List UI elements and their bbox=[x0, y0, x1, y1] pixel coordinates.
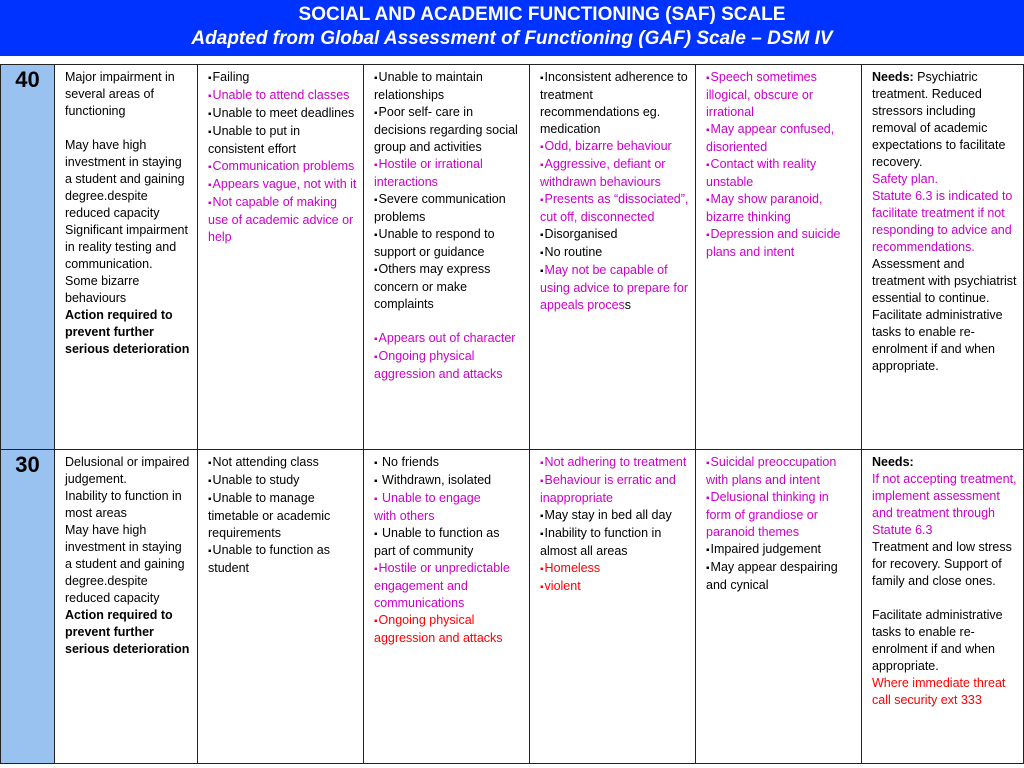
list-item: ▪ Unable to engage bbox=[374, 490, 524, 508]
behaviour-cell bbox=[530, 65, 696, 450]
needs-cell bbox=[862, 65, 1024, 450]
list-item: ▪ Poor self- care in decisions regarding social group and activities bbox=[374, 104, 524, 156]
saf-scale-table bbox=[0, 64, 1024, 764]
list-item: ▪ Inability to function in almost all areas bbox=[540, 525, 690, 560]
table-row-30 bbox=[1, 450, 1024, 764]
thinking-cell bbox=[696, 450, 862, 764]
needs-text: Treatment and low stress for recovery. Support of family and close ones. bbox=[872, 540, 1012, 588]
list-item: ▪ Presents as “dissociated”, cut off, disconnected bbox=[540, 191, 690, 226]
needs-text: Facilitate administrative tasks to enable re- enrolment if and when appropriate. bbox=[872, 608, 1003, 673]
page-header bbox=[0, 0, 1024, 56]
action-text: Action required to prevent further serious deterioration bbox=[65, 308, 190, 356]
description-text: May have high investment in staying a student and gaining degree.despite reduced capacity bbox=[65, 138, 185, 220]
description-text: Major impairment in several areas of functioning bbox=[65, 70, 175, 118]
description-text: May have high investment in staying a student and gaining degree.despite reduced capacity bbox=[65, 523, 185, 605]
needs-text: Statute 6.3 is indicated to facilitate treatment if not responding to advice and recommendations. bbox=[872, 189, 1013, 254]
list-item-text: May not be capable of using advice to prepare for appeals proces bbox=[540, 263, 689, 312]
list-item: ▪ Ongoing physical aggression and attacks bbox=[374, 612, 524, 647]
description-text: Delusional or impaired judgement. bbox=[65, 455, 190, 486]
list-item: ▪ Odd, bizarre behaviour bbox=[540, 138, 690, 156]
list-item: ▪ Appears out of character bbox=[374, 330, 524, 348]
list-item: ▪ May appear confused, disoriented bbox=[706, 121, 856, 156]
list-item bbox=[540, 262, 690, 314]
needs-text: Safety plan. bbox=[872, 172, 939, 186]
list-item: ▪ Not attending class bbox=[208, 454, 358, 472]
list-item: ▪ Aggressive, defiant or withdrawn behaviours bbox=[540, 156, 690, 191]
list-item: ▪ violent bbox=[540, 578, 690, 596]
needs-cell bbox=[862, 450, 1024, 764]
list-item: ▪ Withdrawn, isolated bbox=[374, 472, 524, 490]
list-item: ▪ Unable to meet deadlines bbox=[208, 105, 358, 123]
list-item: ▪ May show paranoid, bizarre thinking bbox=[706, 191, 856, 226]
list-item: ▪ Not capable of making use of academic advice or help bbox=[208, 194, 358, 246]
list-item: ▪ May appear despairing and cynical bbox=[706, 559, 856, 594]
description-text: Significant impairment in reality testing and communication. bbox=[65, 223, 188, 271]
needs-label: Needs: bbox=[872, 455, 914, 469]
list-item: ▪ Communication problems bbox=[208, 158, 358, 176]
action-text: Action required to prevent further serious deterioration bbox=[65, 608, 190, 656]
list-item: ▪ Hostile or irrational interactions bbox=[374, 156, 524, 191]
table-row-40 bbox=[1, 65, 1024, 450]
list-item: ▪ Suicidal preoccupation with plans and intent bbox=[706, 454, 856, 489]
list-item: ▪ Disorganised bbox=[540, 226, 690, 244]
list-item: ▪ Unable to respond to support or guidance bbox=[374, 226, 524, 261]
list-item: ▪ Others may express concern or make complaints bbox=[374, 261, 524, 313]
page-subtitle: Adapted from Global Assessment of Functioning (GAF) Scale – DSM IV bbox=[191, 28, 833, 49]
list-item: ▪ No friends bbox=[374, 454, 524, 472]
list-item: ▪ Behaviour is erratic and inappropriate bbox=[540, 472, 690, 507]
list-item: ▪ Unable to maintain relationships bbox=[374, 69, 524, 104]
academic-cell bbox=[198, 65, 364, 450]
description-cell bbox=[55, 65, 198, 450]
academic-cell bbox=[198, 450, 364, 764]
list-item: ▪ Impaired judgement bbox=[706, 541, 856, 559]
score-cell: 40 bbox=[1, 65, 55, 450]
list-item: ▪ Failing bbox=[208, 69, 358, 87]
thinking-cell bbox=[696, 65, 862, 450]
list-item: ▪ Inconsistent adherence to treatment recommendations eg. medication bbox=[540, 69, 690, 138]
needs-label: Needs: bbox=[872, 70, 914, 84]
list-item: ▪ Speech sometimes illogical, obscure or irrational bbox=[706, 69, 856, 121]
score-cell: 30 bbox=[1, 450, 55, 764]
description-text: Inability to function in most areas bbox=[65, 489, 182, 520]
list-item: ▪ Unable to attend classes bbox=[208, 87, 358, 105]
social-cell bbox=[364, 65, 530, 450]
list-item: ▪ Not adhering to treatment bbox=[540, 454, 690, 472]
list-item: ▪ Severe communication problems bbox=[374, 191, 524, 226]
list-item: ▪ Unable to study bbox=[208, 472, 358, 490]
needs-text: Facilitate administrative tasks to enable re- enrolment if and when appropriate. bbox=[872, 308, 1003, 373]
description-cell bbox=[55, 450, 198, 764]
list-item: ▪ Delusional thinking in form of grandiose or paranoid themes bbox=[706, 489, 856, 541]
needs-text: If not accepting treatment, implement assessment and treatment through Statute 6.3 bbox=[872, 472, 1017, 537]
list-item: ▪ Appears vague, not with it bbox=[208, 176, 358, 194]
list-item: ▪ Unable to function as part of community bbox=[374, 525, 524, 560]
list-item: ▪ Homeless bbox=[540, 560, 690, 578]
needs-text: Assessment and treatment with psychiatrist essential to continue. bbox=[872, 257, 1017, 305]
list-item: ▪ Depression and suicide plans and intent bbox=[706, 226, 856, 261]
list-item: ▪ Unable to put in consistent effort bbox=[208, 123, 358, 158]
behaviour-cell bbox=[530, 450, 696, 764]
list-item: ▪ Contact with reality unstable bbox=[706, 156, 856, 191]
description-text: Some bizarre behaviours bbox=[65, 274, 140, 305]
needs-paragraph bbox=[872, 69, 1018, 171]
list-item: ▪ No routine bbox=[540, 244, 690, 262]
social-cell bbox=[364, 450, 530, 764]
list-item: ▪ Unable to manage timetable or academic requirements bbox=[208, 490, 358, 542]
list-item: with others bbox=[374, 509, 435, 523]
list-item: ▪ Ongoing physical aggression and attacks bbox=[374, 348, 524, 383]
list-item-text: s bbox=[624, 298, 632, 312]
page-title: SOCIAL AND ACADEMIC FUNCTIONING (SAF) SCALE bbox=[298, 4, 786, 25]
list-item: ▪ Hostile or unpredictable engagement and communications bbox=[374, 560, 524, 612]
needs-text: Where immediate threat call security ext 333 bbox=[872, 676, 1006, 707]
needs-text: Psychiatric treatment. Reduced stressors including removal of academic expectations to facilitate recovery. bbox=[872, 70, 1006, 169]
list-item: ▪ Unable to function as student bbox=[208, 542, 358, 577]
list-item: ▪ May stay in bed all day bbox=[540, 507, 690, 525]
